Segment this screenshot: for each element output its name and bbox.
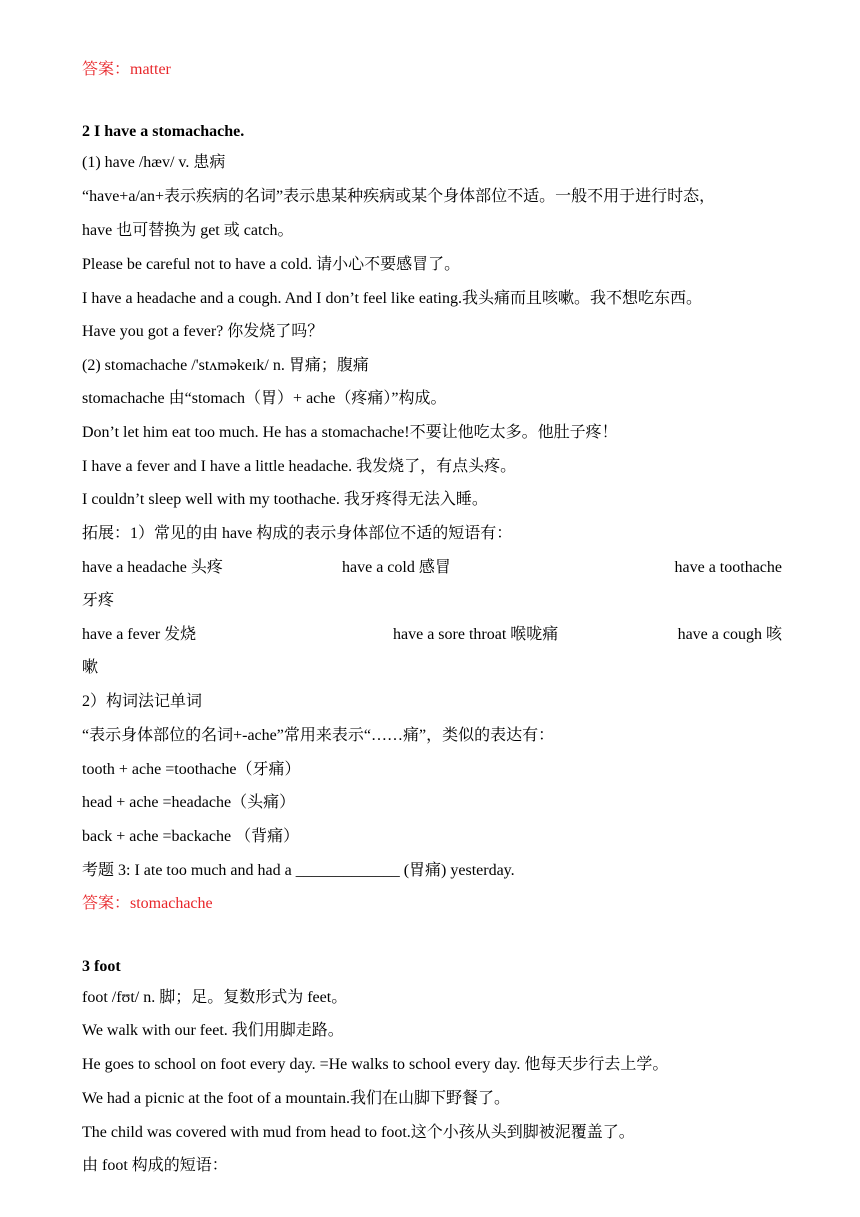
paragraph: (1) have /hæv/ v. 患病 [82,154,226,171]
phrase-item: have a cold 感冒 [342,559,451,576]
paragraph: I have a fever and I have a little headache. 我发烧了，有点头疼。 [82,458,517,475]
phrase-wrap: 嗽 [82,659,99,676]
paragraph: We had a picnic at the foot of a mountain.我们在山脚下野餐了。 [82,1090,510,1107]
paragraph: Please be careful not to have a cold. 请小心不要感冒了。 [82,256,461,273]
paragraph: We walk with our feet. 我们用脚走路。 [82,1022,344,1039]
paragraph: tooth + ache =toothache（牙痛） [82,761,301,778]
phrase-item: have a headache 头疼 [82,559,223,576]
answer-line: 答案：stomachache [82,895,213,912]
paragraph: 由 foot 构成的短语： [82,1157,228,1174]
phrase-item: have a cough 咳 [677,626,782,643]
answer-line: 答案：matter [82,61,171,78]
phrase-item: have a sore throat 喉咙痛 [393,626,559,643]
paragraph: “表示身体部位的名词+-ache”常用来表示“……痛”，类似的表达有： [82,727,555,744]
phrase-item: have a toothache [674,559,782,576]
phrase-item: have a fever 发烧 [82,626,197,643]
phrase-wrap: 牙疼 [82,592,115,609]
paragraph: foot /fʊt/ n. 脚；足。复数形式为 feet。 [82,989,348,1006]
paragraph: stomachache 由“stomach（胃）+ ache（疼痛）”构成。 [82,390,447,407]
section-heading: 3 foot [82,958,121,975]
paragraph: “have+a/an+表示疾病的名词”表示患某种疾病或某个身体部位不适。一般不用于进行时态， [82,188,716,205]
paragraph: Have you got a fever? 你发烧了吗？ [82,323,324,340]
paragraph: 2）构词法记单词 [82,693,203,710]
paragraph: back + ache =backache （背痛） [82,828,300,845]
paragraph: head + ache =headache（头痛） [82,794,296,811]
paragraph: I have a headache and a cough. And I don’t feel like eating.我头痛而且咳嗽。我不想吃东西。 [82,290,702,307]
paragraph: The child was covered with mud from head to foot.这个小孩从头到脚被泥覆盖了。 [82,1124,635,1141]
section-heading: 2 I have a stomachache. [82,123,245,140]
paragraph: have 也可替换为 get 或 catch。 [82,222,294,239]
paragraph: I couldn’t sleep well with my toothache. 我牙疼得无法入睡。 [82,491,488,508]
exam-question: 考题 3: I ate too much and had a _____________ (胃痛) yesterday. [82,862,515,879]
paragraph: 拓展：1）常见的由 have 构成的表示身体部位不适的短语有： [82,525,513,542]
paragraph: Don’t let him eat too much. He has a stomachache!不要让他吃太多。他肚子疼！ [82,424,618,441]
paragraph: (2) stomachache /'stʌməkeɪk/ n. 胃痛；腹痛 [82,357,369,374]
paragraph: He goes to school on foot every day. =He walks to school every day. 他每天步行去上学。 [82,1056,669,1073]
